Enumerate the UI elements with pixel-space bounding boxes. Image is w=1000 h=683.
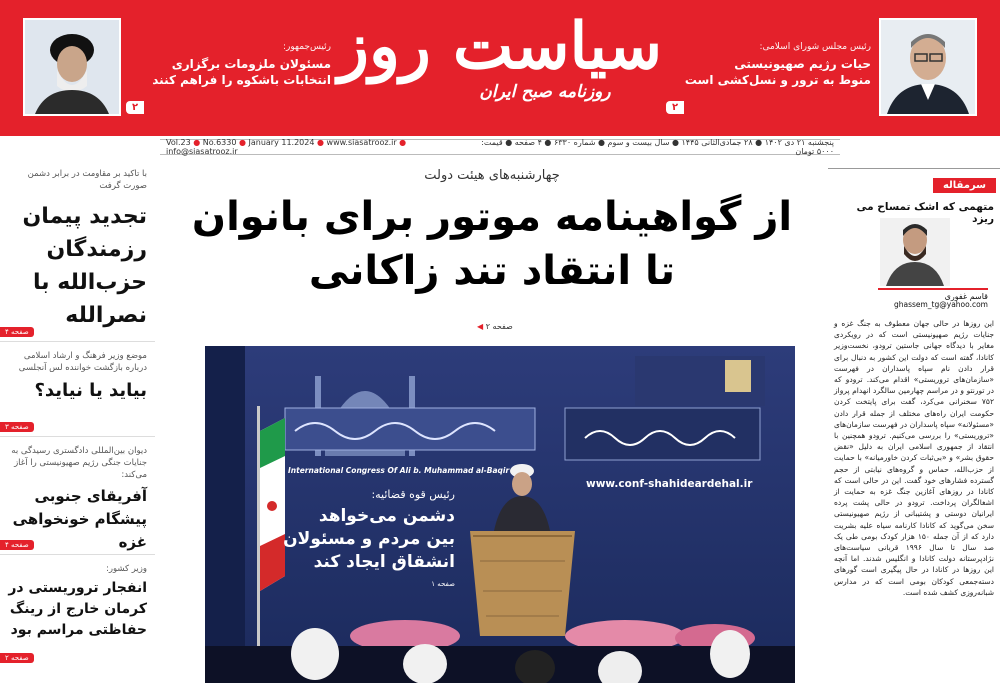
lead-kicker: چهارشنبه‌های هیئت دولت <box>424 168 560 183</box>
left-story[interactable] <box>0 162 155 342</box>
issue-numbers: Vol.23 ● No.6330 ● January 11.2024 ● www.siasatrooz.ir ● info@siasatrooz.ir <box>166 138 407 156</box>
caption-page-label: صفحه ۱ <box>431 580 455 588</box>
caption-kicker: رئیس قوه قضائیه: <box>371 488 455 501</box>
story-page-label: صفحه ۴ <box>0 540 34 550</box>
website-link[interactable]: www.siasatrooz.ir <box>326 138 397 147</box>
speaker-photo <box>879 18 977 116</box>
email-link[interactable]: info@siasatrooz.ir <box>166 147 238 156</box>
photo-banner-english: International Congress Of Ali b. Muhammad al-Baqir <box>288 466 510 475</box>
teaser-kicker: رئیس مجلس شورای اسلامی: <box>759 42 871 52</box>
story-headline: بیاید یا نیاید؟ <box>34 380 147 401</box>
persian-issue-info: پنجشنبه ۲۱ دی ۱۴۰۲ ● ۲۸ جمادی‌الثانی ۱۴۴۵ ● سال بیست و سوم ● شماره ۶۳۳۰ ● ۴ صفحه ● قیمت: ۵۰۰۰ تومان <box>481 138 834 156</box>
issue-number: No.6330 <box>202 138 237 147</box>
caption-line: بین مردم و مسئولان <box>283 529 455 549</box>
author-photo <box>880 218 950 286</box>
masthead <box>0 0 1000 136</box>
lead-headline-line: از گواهینامه موتور برای بانوان <box>191 194 793 240</box>
story-page-label: صفحه ۳ <box>0 422 34 432</box>
teaser-line: مسئولان ملزومات برگزاری <box>171 57 331 71</box>
issue-info-bar <box>160 139 840 155</box>
president-teaser[interactable] <box>126 42 331 113</box>
author-email[interactable]: ghassem_tg@yahoo.com <box>893 300 988 309</box>
editorial-tag: سرمقاله <box>933 178 996 193</box>
newspaper-logo <box>320 4 680 132</box>
lead-headline <box>172 190 812 298</box>
teaser-kicker: رئیس‌جمهور: <box>283 42 331 52</box>
teaser-line: انتخابات باشکوه را فراهم کنند <box>152 73 331 87</box>
teaser-page-number: ۲ <box>666 101 684 114</box>
photo-caption[interactable] <box>265 488 455 588</box>
editorial-title[interactable]: متهمی که اشک تمساح می ریزد <box>856 201 994 225</box>
left-story[interactable] <box>0 437 155 555</box>
story-headline: انفجار تروریستی در کرمان خارج از رینگ حفاظتی مراسم بود <box>8 580 147 638</box>
photo-url-text: www.conf-shahideardehal.ir <box>586 478 753 490</box>
story-kicker: موضع وزیر فرهنگ و ارشاد اسلامی درباره بازگشت خواننده لس آنجلسی <box>18 351 147 373</box>
teaser-line: حیات رژیم صهیونیستی <box>734 57 871 71</box>
logo-title: سیاست روز <box>338 9 662 84</box>
lead-page-text: صفحه ۲ <box>485 322 513 331</box>
editorial-column <box>828 168 1000 683</box>
left-story[interactable] <box>0 342 155 437</box>
story-kicker: دیوان بین‌المللی دادگستری رسیدگی به جنایات جنگی رژیم صهیونیستی را آغاز می‌کند: <box>11 446 147 480</box>
story-page-label: صفحه ۴ <box>0 327 34 337</box>
editorial-body: این روزها در حالی جهان معطوف به جنگ غزه و جنایات رژیم صهیونیستی است که در رویکردی مغایر با دیدگاه جهانی جاستین ترودو، نخست‌وزیر کانادا، گفته است که دولت این کشور به دنبال برای قرار دادن نام سپاه پاسداران در فهرست «سازمان‌های تروریستی» اقدام می‌کند. ترودو که در تورنتو و در مراسم چهارمین سالگرد انهدام پرواز ۷۵۲ سخنرانی می‌کرد، گفت برای پایتخت کردن حکومت ایران راه‌های مختلف از جمله قرار دادن «مسئولانه» سپاه پاسداران در فهرست سازمان‌های «تروریستی» را بررسی می‌کنیم. ترودو همچنین با انتقاد از جمهوری اسلامی ایران به دلیل «نقض حقوق بشر» و «بی‌ثبات کردن خاورمیانه» با حمایت از حزب‌الله، حماس و گروه‌های نیابتی از حجم گسترده فشارهای خود گفت. این در حالی است که کانادا در روزهای آغازین جنگ غزه به حمایت از اشغالگران پرداخت. ترودو در حالی پشت پرده ایرانیان دوستی و پشتیبانی از رژیم صهیونیستی سخن می‌گوید که کانادا کارنامه سیاه علیه بشریت دارد که از آن جمله ۱۵۰ هزار کودک بومی طی یک صد سال تا سال ۱۹۹۶ قربانی سیاست‌های نژادپرستانه دولت کانادا و انگلیس شدند. اما آنچه این روزها در کانادا در حال پیگیری است گورهای دسته‌جمعی کودکان بومی است که در مدارس شبانه‌روزی کشف شده است. <box>834 319 995 597</box>
left-news-column <box>0 162 155 683</box>
caption-line: دشمن می‌خواهد <box>318 506 455 526</box>
lead-page-label <box>477 322 513 331</box>
teaser-page-number: ۲ <box>126 101 144 114</box>
story-kicker: وزیر کشور: <box>106 564 147 574</box>
lead-headline-line: تا انتقاد تند زاکانی <box>308 248 676 294</box>
story-headline: آفریقای جنوبی پیشگام خونخواهی غزه <box>12 487 147 551</box>
left-story[interactable] <box>0 555 155 675</box>
logo-subtitle: روزنامه صبح ایران <box>479 82 611 102</box>
author-name: قاسم غفوری <box>878 288 988 301</box>
story-headline: تجدید پیمان رزمندگان حزب‌الله با نصرالله <box>22 204 147 328</box>
president-photo <box>23 18 121 116</box>
english-date: January 11.2024 <box>248 138 315 147</box>
editorial-header <box>828 168 1000 193</box>
teaser-line: منوط به ترور و نسل‌کشی است <box>684 73 871 87</box>
story-page-label: صفحه ۲ <box>0 653 34 663</box>
story-kicker: با تاکید بر مقاومت در برابر دشمن صورت گرفت <box>27 169 147 191</box>
caption-line: انشقاق ایجاد کند <box>313 552 455 572</box>
arrow-icon: ◀ <box>477 322 484 331</box>
speaker-teaser[interactable] <box>666 42 871 113</box>
volume: Vol.23 <box>166 138 191 147</box>
